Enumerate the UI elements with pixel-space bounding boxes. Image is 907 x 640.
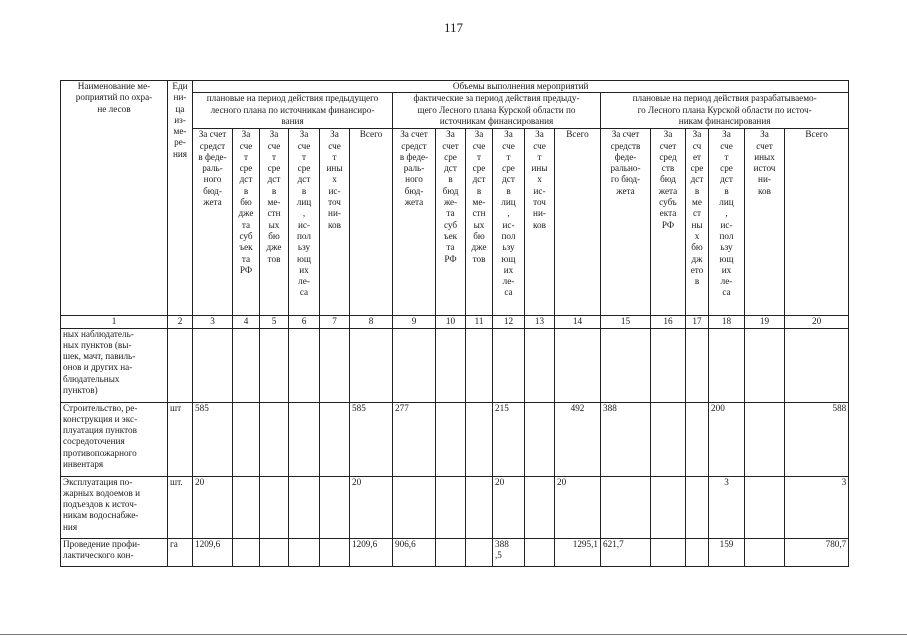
table-cell [745, 402, 785, 476]
table-cell [289, 328, 320, 402]
header-unit: Еди ни- ца из- ме- ре- ния [168, 81, 193, 316]
column-number: 3 [193, 316, 233, 328]
header-subcol: За счет средст в феде- раль- ного бюд- жета [393, 129, 436, 316]
column-number: 6 [289, 316, 320, 328]
table-cell [525, 476, 555, 538]
column-number: 20 [785, 316, 849, 328]
table-cell: 215 [493, 402, 525, 476]
table-cell [466, 538, 493, 566]
table-cell [785, 328, 849, 402]
column-number: 18 [709, 316, 745, 328]
header-subcol: За сче т сре дст в лиц , ис- пол ьзу ющ их ле- са [289, 129, 320, 316]
table-cell [320, 476, 350, 538]
row-unit: шт. [168, 476, 193, 538]
table-cell: 585 [350, 402, 393, 476]
table-cell [651, 476, 686, 538]
column-number: 16 [651, 316, 686, 328]
table-cell [745, 328, 785, 402]
table-cell: 200 [709, 402, 745, 476]
row-name: ных наблюдатель- ных пунктов (вы- шек, мачт, павиль- онов и других на- блюдательных пунктов) [61, 328, 168, 402]
table-cell [601, 328, 651, 402]
table-cell [260, 402, 289, 476]
table-cell [466, 328, 493, 402]
header-subcol: За сче т сре дст в лиц , ис- пол ьзу ющ их ле- са [493, 129, 525, 316]
table-cell: 1209,6 [350, 538, 393, 566]
table-cell [193, 328, 233, 402]
header-subcol: За счет сред ств бюд жета субъ екта РФ [651, 129, 686, 316]
column-number: 5 [260, 316, 289, 328]
scan-edge-line [0, 634, 907, 635]
table-cell [466, 476, 493, 538]
header-subcol: За счет иных источ ни- ков [745, 129, 785, 316]
header-subcol: Всего [555, 129, 601, 316]
table-cell: 780,7 [785, 538, 849, 566]
column-number: 7 [320, 316, 350, 328]
table-cell [555, 328, 601, 402]
table-cell [745, 476, 785, 538]
table-cell: 621,7 [601, 538, 651, 566]
header-subcol: За сче т ины х ис- точ ни- ков [320, 129, 350, 316]
table-cell [436, 402, 466, 476]
table-cell: 20 [493, 476, 525, 538]
header-subcol: За сче т сре дст в ме- стн ых бю дже тов [260, 129, 289, 316]
table-cell [436, 538, 466, 566]
table-cell: 20 [193, 476, 233, 538]
table-cell [260, 328, 289, 402]
table-cell: 388 ,5 [493, 538, 525, 566]
table-cell [233, 402, 260, 476]
column-number: 19 [745, 316, 785, 328]
table-row [61, 402, 849, 476]
column-number: 12 [493, 316, 525, 328]
header-subcol: За сче т ины х ис- точ ни- ков [525, 129, 555, 316]
table-cell [525, 402, 555, 476]
table-cell [709, 328, 745, 402]
table-cell [686, 328, 709, 402]
column-number: 14 [555, 316, 601, 328]
header-group-planned-previous: плановые на период действия предыдущего лесного плана по источникам финансиро- вания [193, 93, 393, 129]
header-volumes: Объемы выполнения мероприятий [193, 81, 849, 93]
header-name: Наименование ме- роприятий по охра- не лесов [61, 81, 168, 316]
row-name: Строительство, ре- конструкция и экс- плуатация пунктов сосредоточения противопожарного инвентаря [61, 402, 168, 476]
table-cell [320, 538, 350, 566]
table-row [61, 328, 849, 402]
table-cell [493, 328, 525, 402]
header-group-planned-new: плановые на период действия разрабатываемо- го Лесного плана Курской области по источ- никам финансирования [601, 93, 849, 129]
table-cell [525, 328, 555, 402]
table-cell [350, 328, 393, 402]
table-cell: 159 [709, 538, 745, 566]
row-unit: га [168, 538, 193, 566]
table-cell [320, 402, 350, 476]
table-cell [686, 476, 709, 538]
table-cell: 388 [601, 402, 651, 476]
table-cell [393, 328, 436, 402]
table-cell [745, 538, 785, 566]
row-name: Эксплуатация по- жарных водоемов и подъездов к источ- никам водоснабже- ния [61, 476, 168, 538]
column-number: 9 [393, 316, 436, 328]
table-cell: 906,6 [393, 538, 436, 566]
header-subcol: За счет средств феде- рально- го бюд- жета [601, 129, 651, 316]
header-subcol: За сче т сре дст в ме- стн ых бю дже тов [466, 129, 493, 316]
column-number: 4 [233, 316, 260, 328]
header-subcol: За сче т сре дст в лиц , ис- пол ьзу ющ их ле- са [709, 129, 745, 316]
table-cell [260, 538, 289, 566]
table-cell [289, 538, 320, 566]
header-subcol: За сч ет сре дст в ме ст ны х бю дж ето в [686, 129, 709, 316]
page-number: 117 [443, 20, 464, 35]
forest-protection-table [60, 80, 849, 567]
column-number: 8 [350, 316, 393, 328]
table-cell [601, 476, 651, 538]
column-number: 13 [525, 316, 555, 328]
column-number: 15 [601, 316, 651, 328]
table-cell: 20 [555, 476, 601, 538]
table-cell [686, 538, 709, 566]
table-cell [466, 402, 493, 476]
table-cell [289, 476, 320, 538]
table-cell [651, 538, 686, 566]
table-cell: 492 [555, 402, 601, 476]
table-cell [436, 328, 466, 402]
table-cell [233, 328, 260, 402]
table-row [61, 538, 849, 566]
table-cell: 585 [193, 402, 233, 476]
table-cell: 3 [785, 476, 849, 538]
table-cell: 1295,1 [555, 538, 601, 566]
table-cell [320, 328, 350, 402]
header-subcol: Всего [350, 129, 393, 316]
column-number: 2 [168, 316, 193, 328]
table-cell [686, 402, 709, 476]
header-subcol: За счет сре дст в бюд же- та суб ъек та РФ [436, 129, 466, 316]
table-cell [168, 328, 193, 402]
header-group-actual-previous: фактические за период действия предыду- щего Лесного плана Курской области по источникам финансирования [393, 93, 601, 129]
table-cell [436, 476, 466, 538]
column-number: 11 [466, 316, 493, 328]
header-subcol: За сче т сре дст в бю дже та суб ъек та РФ [233, 129, 260, 316]
table-row [61, 476, 849, 538]
table-cell: 1209,6 [193, 538, 233, 566]
row-name: Проведение профи- лактического кон- [61, 538, 168, 566]
column-number: 1 [61, 316, 168, 328]
table-cell: 3 [709, 476, 745, 538]
table-cell: 588 [785, 402, 849, 476]
table-cell [525, 538, 555, 566]
table-cell: 277 [393, 402, 436, 476]
header-subcol: Всего [785, 129, 849, 316]
table-cell [393, 476, 436, 538]
table-cell: 20 [350, 476, 393, 538]
column-number: 10 [436, 316, 466, 328]
column-number: 17 [686, 316, 709, 328]
table-cell [233, 538, 260, 566]
table-cell [260, 476, 289, 538]
table-cell [651, 402, 686, 476]
table-cell [233, 476, 260, 538]
table-cell [289, 402, 320, 476]
header-subcol: За счет средст в феде- раль- ного бюд- жета [193, 129, 233, 316]
row-unit: шт [168, 402, 193, 476]
table-cell [651, 328, 686, 402]
